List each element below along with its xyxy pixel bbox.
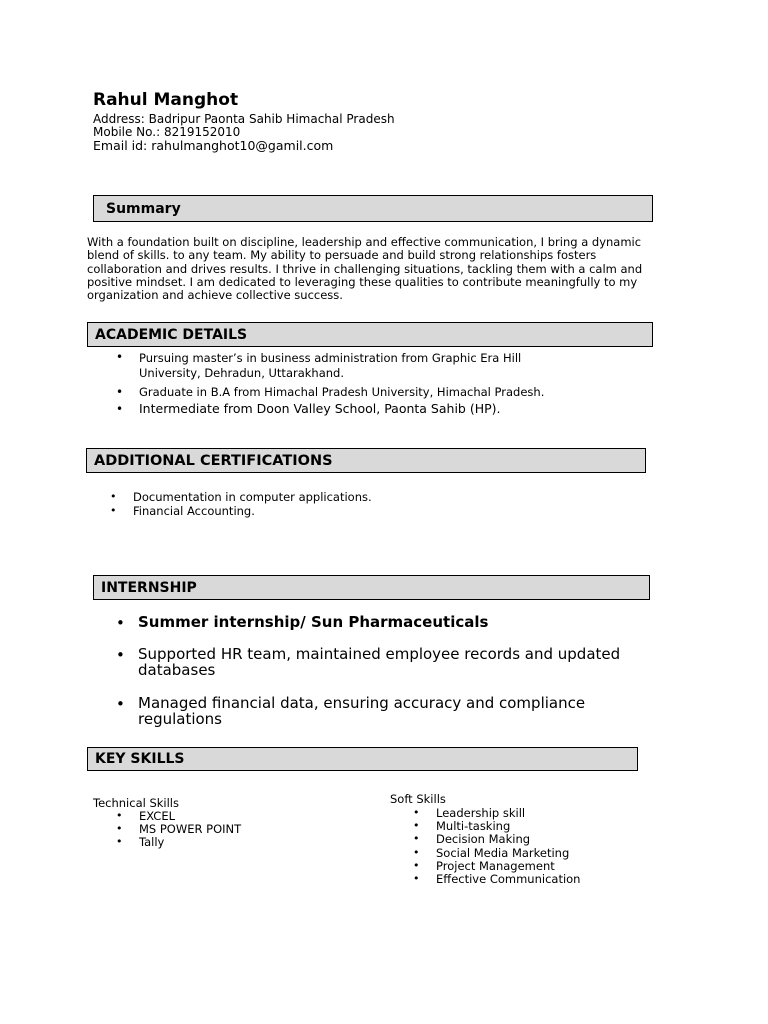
technical-skill-item: Tally <box>139 835 165 849</box>
technical-skill-item: EXCEL <box>139 809 176 823</box>
soft-skill-item: Social Media Marketing <box>436 846 570 860</box>
academic-item-continued: University, Dehradun, Uttarakhand. <box>139 366 345 380</box>
academic-bullet: • <box>116 402 124 416</box>
certifications-title: ADDITIONAL CERTIFICATIONS <box>94 452 333 469</box>
summary-line: With a foundation built on discipline, leadership and effective communication, I bring a dynamic <box>87 235 642 249</box>
academic-item: Intermediate from Doon Valley School, Paonta Sahib (HP). <box>139 401 501 416</box>
soft-skill-item: Effective Communication <box>436 872 581 886</box>
summary-title: Summary <box>106 200 181 217</box>
technical-skill-bullet: • <box>116 835 123 848</box>
soft-skill-item: Project Management <box>436 859 555 873</box>
summary-line: collaboration and drives results. I thrive in challenging situations, tackling them with a calm and <box>87 261 643 276</box>
soft-skill-bullet: • <box>413 846 420 859</box>
soft-skill-item: Decision Making <box>436 832 531 846</box>
academic-bullet: • <box>116 350 124 364</box>
summary-line: positive mindset. I am dedicated to leveraging these qualities to contribute meaningfully to my <box>87 274 638 289</box>
soft-skill-item: Multi-tasking <box>436 819 511 833</box>
internship-item-continued: databases <box>138 661 216 679</box>
academic-item: Pursuing master’s in business administration from Graphic Era Hill <box>139 351 522 365</box>
certification-item: Financial Accounting. <box>133 504 255 518</box>
technical-skill-bullet: • <box>116 822 123 835</box>
technical-skill-item: MS POWER POINT <box>139 822 242 836</box>
skills-title: KEY SKILLS <box>95 751 185 767</box>
certifications-section-header <box>86 448 646 473</box>
technical-skill-bullet: • <box>116 809 123 822</box>
candidate-name: Rahul Manghot <box>93 90 239 110</box>
mobile-line: Mobile No.: 8219152010 <box>93 125 241 139</box>
internship-bullet: • <box>116 646 125 664</box>
certification-bullet: • <box>110 490 117 503</box>
soft-skill-bullet: • <box>413 832 420 845</box>
internship-item: Supported HR team, maintained employee records and updated <box>138 645 621 663</box>
academic-section-header <box>87 322 653 347</box>
soft-skill-bullet: • <box>413 872 420 885</box>
internship-item-continued: regulations <box>138 710 223 728</box>
internship-item: Summer internship/ Sun Pharmaceuticals <box>138 613 489 631</box>
internship-bullet: • <box>116 695 125 713</box>
address-line: Address: Badripur Paonta Sahib Himachal Pradesh <box>93 112 395 126</box>
certification-bullet: • <box>110 504 117 517</box>
internship-section-header <box>93 575 650 600</box>
soft-skill-bullet: • <box>413 819 420 832</box>
summary-section-header <box>93 195 653 222</box>
summary-line: blend of skills. to any team. My ability to persuade and build strong relationships fosters <box>87 248 597 263</box>
soft-skills-label: Soft Skills <box>390 792 446 806</box>
summary-paragraph <box>87 236 667 302</box>
internship-bullet: • <box>116 614 125 632</box>
academic-bullet: • <box>116 385 124 399</box>
soft-skill-bullet: • <box>413 806 420 819</box>
email-line: Email id: rahulmanghot10@gamil.com <box>93 138 334 153</box>
soft-skill-bullet: • <box>413 859 420 872</box>
internship-title: INTERNSHIP <box>101 579 197 596</box>
internship-item: Managed financial data, ensuring accuracy and compliance <box>138 694 586 712</box>
certification-item: Documentation in computer applications. <box>133 490 372 504</box>
skills-section-header <box>87 747 638 771</box>
soft-skill-item: Leadership skill <box>436 806 526 820</box>
technical-skills-label: Technical Skills <box>93 796 179 810</box>
summary-line: organization and achieve collective success. <box>87 288 343 303</box>
academic-item: Graduate in B.A from Himachal Pradesh University, Himachal Pradesh. <box>139 385 545 399</box>
academic-title: ACADEMIC DETAILS <box>95 326 248 343</box>
